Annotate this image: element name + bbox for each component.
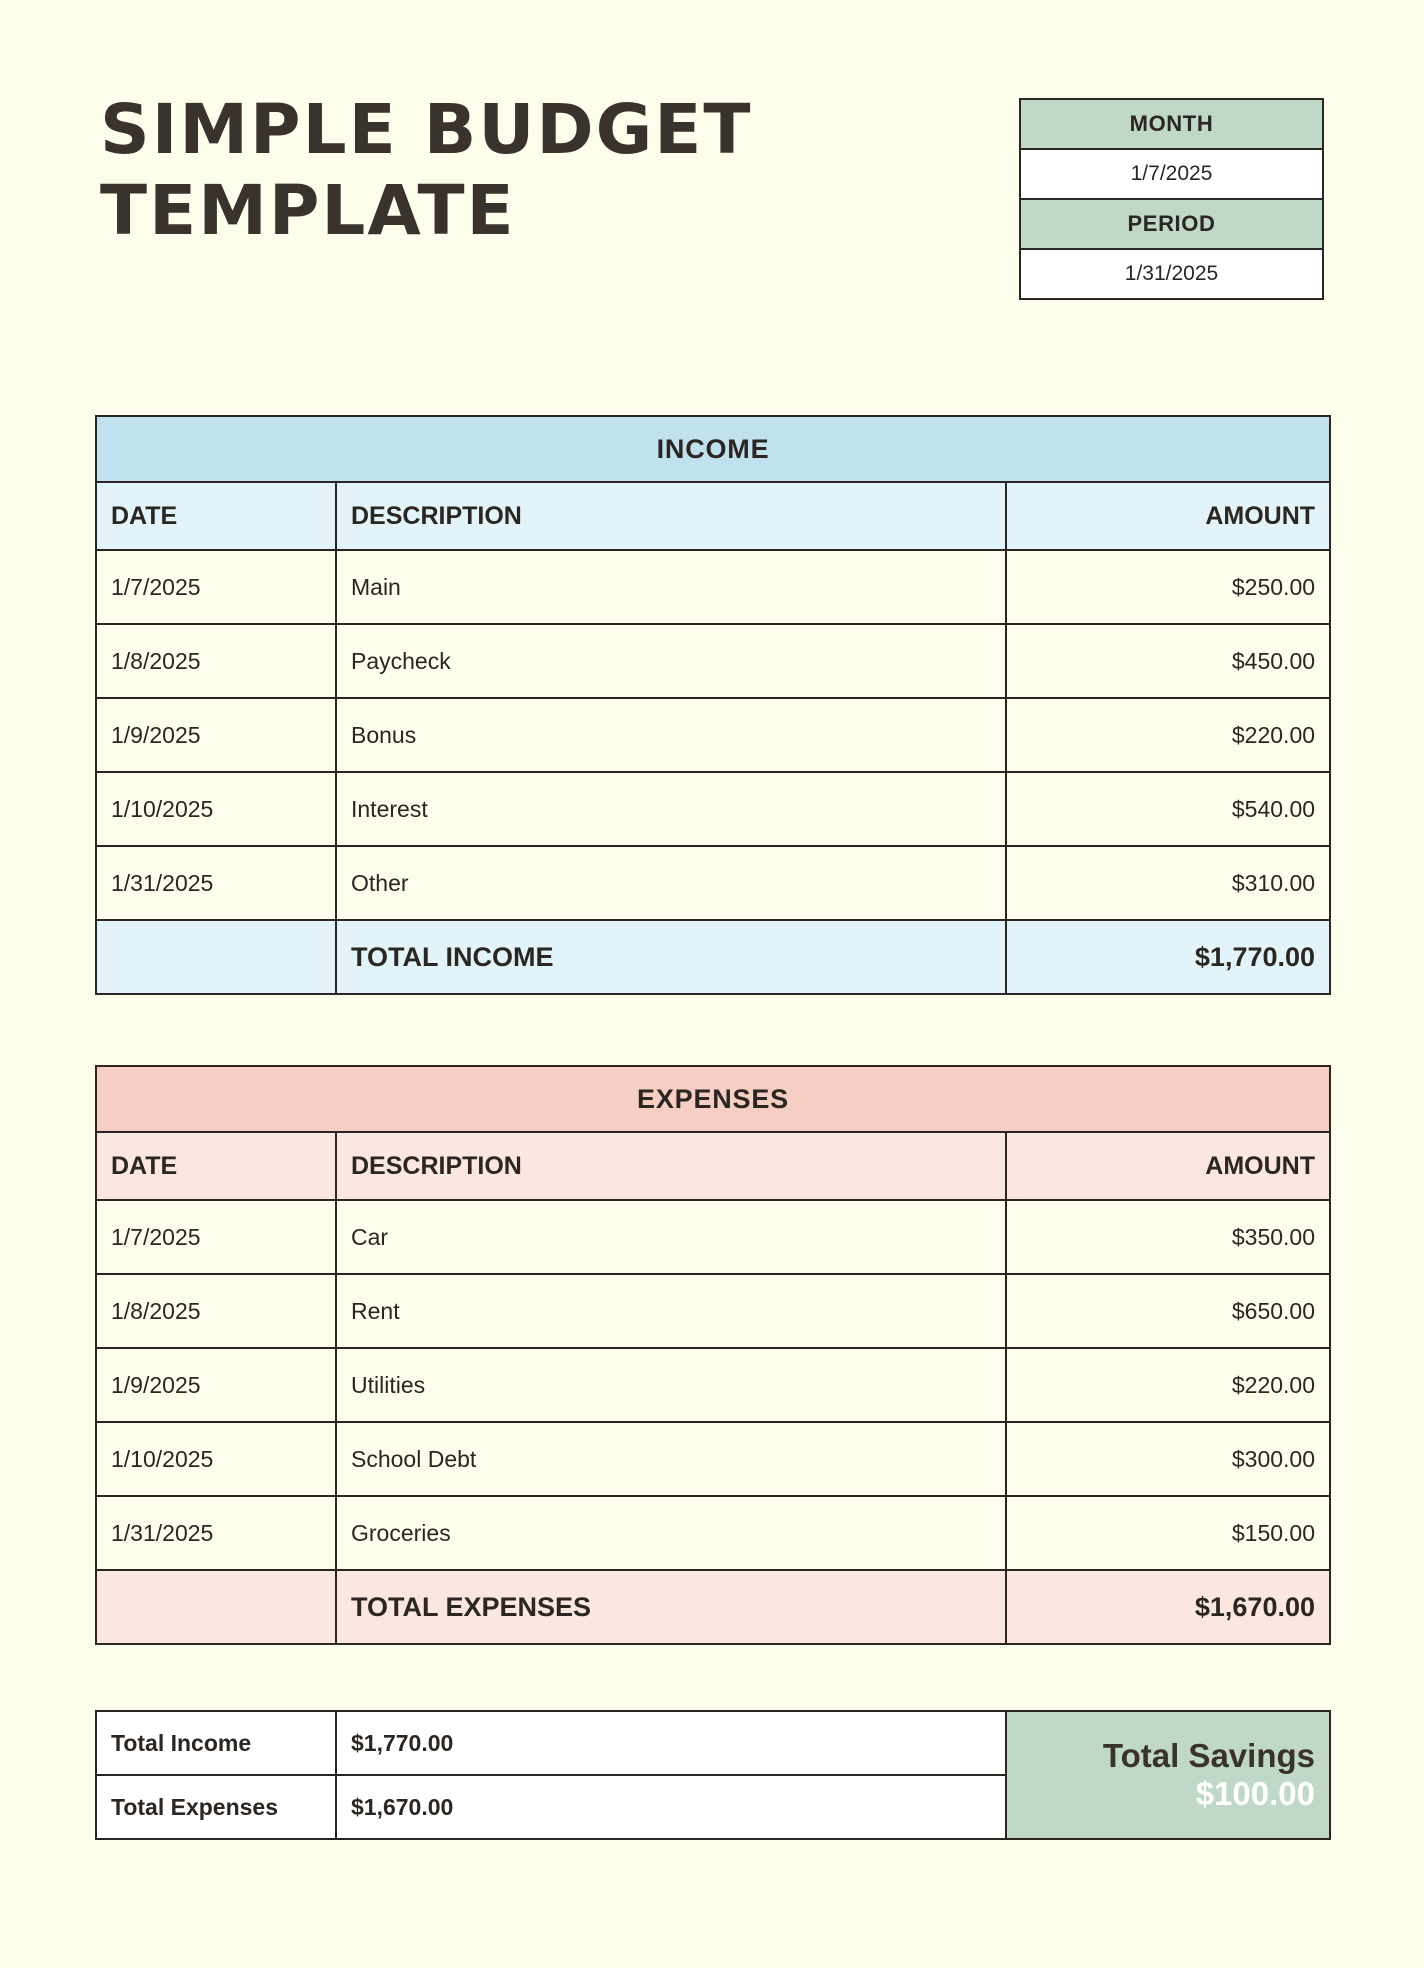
expenses-row-4-date[interactable]: 1/31/2025 xyxy=(96,1496,336,1570)
income-header-row xyxy=(96,482,1330,550)
income-row-3-amount[interactable]: $540.00 xyxy=(1006,772,1330,846)
income-row-0-description[interactable]: Main xyxy=(336,550,1006,624)
income-banner: INCOME xyxy=(96,416,1330,482)
expenses-banner-row xyxy=(96,1066,1330,1132)
expenses-row-0-date[interactable]: 1/7/2025 xyxy=(96,1200,336,1274)
period-value[interactable]: 1/31/2025 xyxy=(1020,249,1323,299)
expenses-banner: EXPENSES xyxy=(96,1066,1330,1132)
income-row-0-date[interactable]: 1/7/2025 xyxy=(96,550,336,624)
income-table xyxy=(95,415,1331,995)
expenses-row-1-date[interactable]: 1/8/2025 xyxy=(96,1274,336,1348)
expenses-row-0-amount[interactable]: $350.00 xyxy=(1006,1200,1330,1274)
income-header-description: DESCRIPTION xyxy=(336,482,1006,550)
table-row[interactable] xyxy=(96,1274,1330,1348)
expenses-row-3-date[interactable]: 1/10/2025 xyxy=(96,1422,336,1496)
expenses-row-4-amount[interactable]: $150.00 xyxy=(1006,1496,1330,1570)
income-row-1-amount[interactable]: $450.00 xyxy=(1006,624,1330,698)
income-row-3-description[interactable]: Interest xyxy=(336,772,1006,846)
expenses-total-row xyxy=(96,1570,1330,1644)
period-meta-table xyxy=(1019,98,1324,300)
table-row[interactable] xyxy=(96,624,1330,698)
income-total-row xyxy=(96,920,1330,994)
expenses-total-label: TOTAL EXPENSES xyxy=(336,1570,1006,1644)
meta-row-period-label xyxy=(1020,199,1323,249)
title-line-1: SIMPLE BUDGET xyxy=(100,90,753,170)
income-total-spacer xyxy=(96,920,336,994)
expenses-header-amount: AMOUNT xyxy=(1006,1132,1330,1200)
income-row-4-date[interactable]: 1/31/2025 xyxy=(96,846,336,920)
summary-expenses-label: Total Expenses xyxy=(96,1775,336,1839)
table-row[interactable] xyxy=(96,846,1330,920)
table-row[interactable] xyxy=(96,550,1330,624)
expenses-total-spacer xyxy=(96,1570,336,1644)
income-banner-row xyxy=(96,416,1330,482)
income-row-1-description[interactable]: Paycheck xyxy=(336,624,1006,698)
income-total-value: $1,770.00 xyxy=(1006,920,1330,994)
income-row-2-amount[interactable]: $220.00 xyxy=(1006,698,1330,772)
expenses-row-1-description[interactable]: Rent xyxy=(336,1274,1006,1348)
expenses-total-value: $1,670.00 xyxy=(1006,1570,1330,1644)
month-value[interactable]: 1/7/2025 xyxy=(1020,149,1323,199)
income-row-2-date[interactable]: 1/9/2025 xyxy=(96,698,336,772)
total-savings-value: $100.00 xyxy=(1195,1775,1315,1812)
summary-row-income xyxy=(96,1711,1330,1775)
period-label: PERIOD xyxy=(1020,199,1323,249)
income-row-4-amount[interactable]: $310.00 xyxy=(1006,846,1330,920)
expenses-row-4-description[interactable]: Groceries xyxy=(336,1496,1006,1570)
table-row[interactable] xyxy=(96,1200,1330,1274)
income-row-0-amount[interactable]: $250.00 xyxy=(1006,550,1330,624)
table-row[interactable] xyxy=(96,1496,1330,1570)
month-label: MONTH xyxy=(1020,99,1323,149)
income-header-date: DATE xyxy=(96,482,336,550)
title-line-2: TEMPLATE xyxy=(100,171,516,252)
income-row-2-description[interactable]: Bonus xyxy=(336,698,1006,772)
expenses-row-3-amount[interactable]: $300.00 xyxy=(1006,1422,1330,1496)
expenses-row-2-amount[interactable]: $220.00 xyxy=(1006,1348,1330,1422)
summary-income-label: Total Income xyxy=(96,1711,336,1775)
document-header xyxy=(100,90,1324,300)
expenses-row-1-amount[interactable]: $650.00 xyxy=(1006,1274,1330,1348)
total-savings-label: Total Savings xyxy=(1102,1737,1315,1774)
expenses-table xyxy=(95,1065,1331,1645)
total-savings-cell xyxy=(1006,1711,1330,1839)
expenses-row-3-description[interactable]: School Debt xyxy=(336,1422,1006,1496)
meta-row-month-label xyxy=(1020,99,1323,149)
expenses-header-date: DATE xyxy=(96,1132,336,1200)
meta-row-period-value xyxy=(1020,249,1323,299)
income-total-label: TOTAL INCOME xyxy=(336,920,1006,994)
income-row-1-date[interactable]: 1/8/2025 xyxy=(96,624,336,698)
expenses-row-2-date[interactable]: 1/9/2025 xyxy=(96,1348,336,1422)
income-header-amount: AMOUNT xyxy=(1006,482,1330,550)
summary-expenses-value: $1,670.00 xyxy=(336,1775,1006,1839)
income-row-4-description[interactable]: Other xyxy=(336,846,1006,920)
table-row[interactable] xyxy=(96,698,1330,772)
expenses-row-0-description[interactable]: Car xyxy=(336,1200,1006,1274)
expenses-header-row xyxy=(96,1132,1330,1200)
summary-table xyxy=(95,1710,1331,1840)
meta-row-month-value xyxy=(1020,149,1323,199)
income-row-3-date[interactable]: 1/10/2025 xyxy=(96,772,336,846)
table-row[interactable] xyxy=(96,772,1330,846)
expenses-header-description: DESCRIPTION xyxy=(336,1132,1006,1200)
page-title xyxy=(100,90,752,253)
table-row[interactable] xyxy=(96,1422,1330,1496)
table-row[interactable] xyxy=(96,1348,1330,1422)
expenses-row-2-description[interactable]: Utilities xyxy=(336,1348,1006,1422)
summary-income-value: $1,770.00 xyxy=(336,1711,1006,1775)
